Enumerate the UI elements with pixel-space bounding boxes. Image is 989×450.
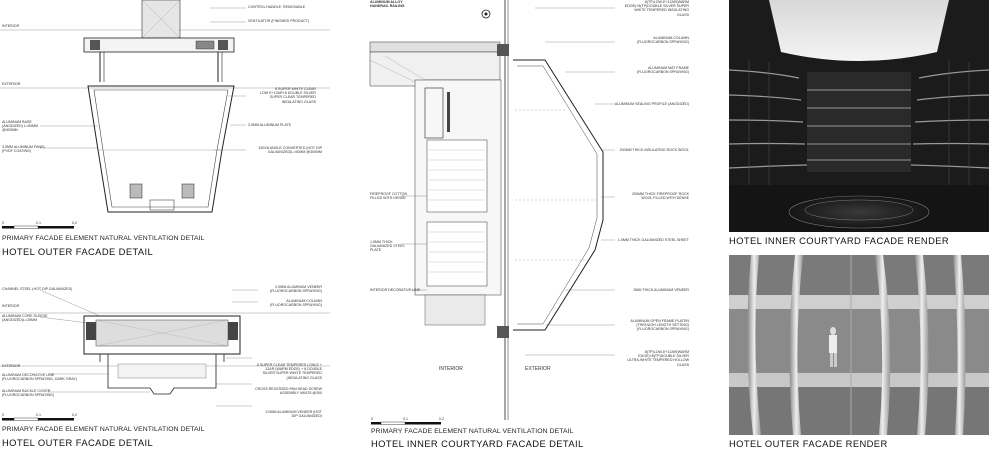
scale-0: 0	[2, 221, 4, 225]
label-decorative: ALUMINUM DECORATIVE LINE (FLUOROCARBON SPRAYING, DARK GRAY)	[2, 373, 77, 382]
label-veneer: 2.0MM ALUMINUM VENEER (FLUOROCARBON SPRAYING)	[269, 285, 322, 294]
render-courtyard	[729, 0, 989, 246]
detail-panel-outer-1	[0, 0, 330, 262]
scale-1: 0.1	[36, 413, 41, 417]
label-glass: 8 SUPER WHITE CLEAR LOW E+12AR+8 DOUBLE SILVER SUPER CLEAR TEMPERED INSULATING GLASS	[259, 87, 316, 104]
label-angle: 150X8 ANGLE CONVERTED (HOT DIP GALVANIZED)L=50MM @300MM	[258, 146, 322, 155]
label-veneer: 3MM THICK ALUMINUM VENEER	[633, 288, 689, 292]
label-sealing: ALUMINUM SEALING PROFILE (ANODIZED)	[614, 102, 689, 106]
render-courtyard-image	[729, 0, 989, 232]
label-mat-frame: ALUMINUM MAT FRAME (FLUOROCARBON SPRAYING)	[636, 66, 689, 75]
label-exterior: EXTERIOR	[2, 364, 21, 368]
scale-0: 0	[2, 413, 4, 417]
label-glass: 8 SUPER CLEAR TEMPERED LOW-E + 12AR (WARM EDGE) + 8 DOUBLE SILVER SUPER WHITE TEMPERED (INSULATING GLASS	[256, 363, 322, 380]
scale-1: 0.1	[36, 221, 41, 225]
caption-big: HOTEL OUTER FACADE DETAIL	[2, 437, 154, 448]
label-control-handle: CONTROL HANDLE, REMOVABLE	[248, 5, 306, 9]
detail-panel-outer-2	[0, 280, 330, 450]
scale-2: 0.2	[72, 413, 77, 417]
label-buckle: ALUMINUM BUCKLE COVER (FLUOROCARBON SPRAYING)	[2, 389, 55, 398]
label-al-base: ALUMINUM BASE (ANODIZED) L=50MM @300MM	[2, 120, 39, 133]
label-column: ALUMINUM COLUMN (FLUOROCARBON SPRAYING)	[269, 299, 322, 308]
render-caption-courtyard: HOTEL INNER COURTYARD FACADE RENDER	[729, 235, 950, 246]
render-caption-outer: HOTEL OUTER FACADE RENDER	[729, 438, 888, 449]
label-core-sleeve: ALUMINUM CORE SLEEVE (ANODIZED)L=25MM	[2, 314, 48, 323]
label-exterior: EXTERIOR	[2, 82, 21, 86]
label-column: ALUMINUM COLUMN (FLUOROCARBON SPRAYING)	[636, 36, 689, 45]
label-al-panel: 3.0MM ALUMINUM PANEL (PVDF COATING)	[2, 145, 46, 154]
label-railing: ALUMINUM ALLOY HANDRAIL RAILING	[370, 0, 405, 9]
label-interior: INTERIOR	[2, 24, 20, 28]
scale-1: 0.1	[403, 417, 408, 421]
label-ventilator: VENTILATOR (FINISHED PRODUCT)	[248, 19, 310, 23]
caption-small: PRIMARY FACADE ELEMENT NATURAL VENTILATION DETAIL	[371, 428, 574, 435]
label-bolt: CROSS RECESSED PAN HEAD SCREW ASSEMBLY M6X25 @300	[254, 387, 322, 396]
render-outer	[729, 255, 989, 450]
label-glass-top: 8(TP)LOW-E+12AR(WARM EDGE)+8(TP)DOUBLE SILVER SUPER WHITE TEMPERED INSULATING GLASS	[624, 0, 689, 17]
label-open-frame: ALUMINUM OPEN FRAME PLATEN (THROUGH LENGTH SETTING) (FLUOROCARBON SPRAYING)	[630, 319, 689, 332]
label-glass-bottom: 8(TP)LOW-E+12AR(WARM EDGE)+8(TP)DOUBLE SILVER ULTRA-WHITE TEMPERED HOLLOW GLASS	[627, 350, 689, 367]
caption-big: HOTEL OUTER FACADE DETAIL	[2, 246, 154, 257]
caption-small: PRIMARY FACADE ELEMENT NATURAL VENTILATION DETAIL	[2, 426, 205, 433]
label-exterior: EXTERIOR	[525, 366, 551, 372]
section-drawing-outer-1	[0, 0, 330, 262]
caption-small: PRIMARY FACADE ELEMENT NATURAL VENTILATION DETAIL	[2, 235, 205, 242]
scale-2: 0.2	[439, 417, 444, 421]
label-galv-plate: 1.5MM THICK GALVANIZED STEEL PLATE	[370, 240, 405, 253]
caption-big: HOTEL INNER COURTYARD FACADE DETAIL	[371, 438, 584, 449]
label-veneer-hot: 3.0MM ALUMINUM VENEER (HOT DIP GALVANIZED)	[265, 410, 322, 419]
label-interior: INTERIOR	[439, 366, 463, 372]
label-fireproof-cotton: FIREPROOF COTTON FILLED WITH DENSE	[370, 192, 408, 201]
detail-panel-courtyard	[365, 0, 715, 450]
label-rock-wool: 200MM THICK INSULATING ROCK WOOL	[619, 148, 689, 152]
label-interior: INTERIOR	[2, 304, 20, 308]
render-outer-image	[729, 255, 989, 435]
label-fireproof-rock: 200MM THICK FIREPROOF ROCK WOOL FILLED WITH DENSE	[631, 192, 689, 201]
label-al-plate: 3.0MM ALUMINUM PLATE	[248, 123, 292, 127]
scale-0: 0	[371, 417, 373, 421]
label-channel: CHANNEL STEEL (HOT DIP GALVANIZED)	[2, 287, 73, 291]
label-galv-sheet: 1.5MM THICK GALVANIZED STEEL SHEET	[617, 238, 689, 242]
label-decorative: INTERIOR DECORATIVE LINE	[370, 288, 421, 292]
scale-2: 0.2	[72, 221, 77, 225]
